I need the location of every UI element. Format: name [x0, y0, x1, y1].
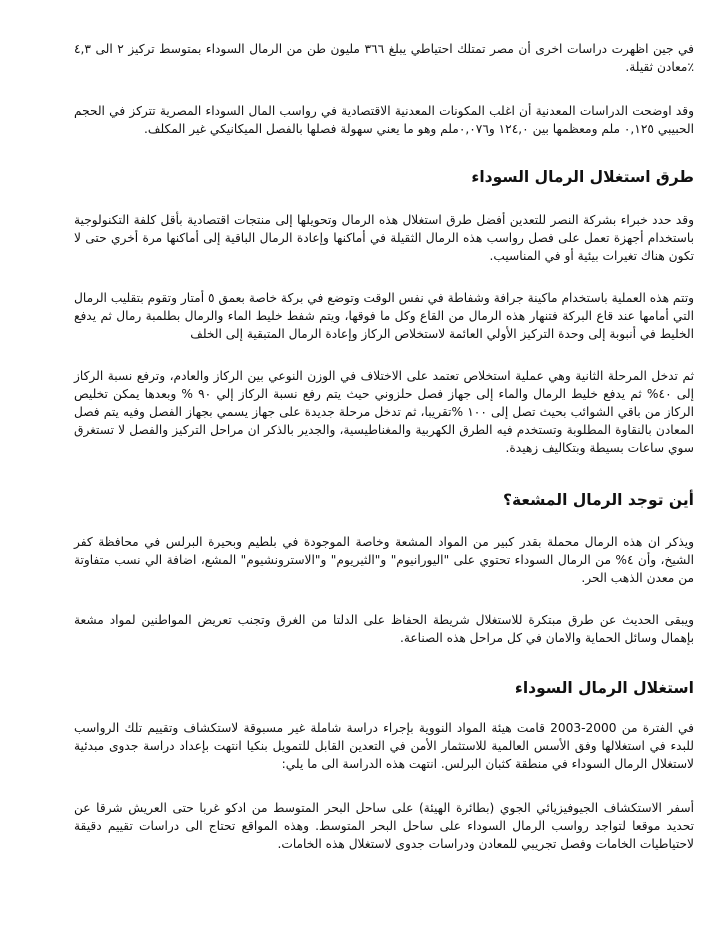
paragraph-egypt-reserves: في جين اظهرت دراسات اخرى أن مصر تمتلك احتياطي يبلغ ٣٦٦ مليون طن من الرمال السوداء بمتوسط تركيز ٢ الى ٤,٣ ٪معادن ثقيلة.	[74, 42, 694, 74]
paragraph-radioactive-content: ويذكر ان هذه الرمال محملة بقدر كبير من المواد المشعة وخاصة الموجودة في بلطيم وبحيرة البرلس في محافظة كفر الشيخ، وأن ٤% من الرمال السوداء تحتوي على "اليورانيوم" و"الثيريوم" و"الاسترونشيوم" المشع، اضافة الي نسب متفاوتة من معدن الذهب الحر.	[74, 535, 695, 585]
article-page	[74, 40, 694, 853]
paragraph-concentration-stages: ثم تدخل المرحلة الثانية وهي عملية استخلاص تعتمد على الاختلاف في الوزن النوعي بين الركاز والعادم، وترفع نسبة الركاز إلى ٤٠% ثم يدفع خليط الرمال والماء إلى جهاز فصل حلزوني حيث يتم رفع نسبة الركاز إلي ٩٠ % وبعدها يمكن تخليص الركاز من باقي الشوائب بحيث تصل إلى ١٠٠ %تقريبا، ثم تدخل مرحلة جديدة على جهاز يسمي بجهاز الفصل وفيه يتم فصل المعادن بالنقاوة المطلوبة وتستخدم فيه الطرق الكهربية والمغناطيسية، والجدير بالذكر ان مراحل التركيز والفصل لا تستغرق سوي ساعات بسيطة وبتكاليف زهيدة.	[74, 369, 695, 455]
heading-exploitation-methods: طرق استغلال الرمال السوداء	[471, 168, 694, 186]
paragraph-mineral-grain-size: وقد اوضحت الدراسات المعدنية أن اغلب المكونات المعدنية الاقتصادية في رواسب المال السوداء المصرية تتركز في الحجم الحبيبي ٠,١٢٥ ملم ومعظمها بين ١٢٤,٠ و٠,٠٧٦ملم وهو ما يعني سهولة فصلها بالفصل الميكانيكي غير المكلف.	[74, 104, 694, 136]
heading-radioactive-sands-location: أين توجد الرمال المشعة؟	[502, 491, 694, 509]
paragraph-airborne-survey: أسفر الاستكشاف الجيوفيزيائي الجوي (بطائرة الهيئة) على ساحل البحر المتوسط من ادكو غربا حتى العريش شرقا عن تحديد موقعا لتواجد رواسب الرمال السوداء على ساحل البحر المتوسط. وهذه المواقع تحتاج الى دراسات تقييم دقيقة لاحتياطيات الخامات وفصل تجريبي للمعادن ودراسات جدوى لاستغلال هذه الخامات.	[74, 801, 694, 851]
paragraph-nasr-company-experts: وقد حدد خبراء بشركة النصر للتعدين أفضل طرق استغلال هذه الرمال وتحويلها إلى منتجات اقتصادية بأقل كلفة التكنولوجية باستخدام أجهزة تعمل على فصل رواسب هذه الرمال الثقيلة في أماكنها وإعادة الرمال الباقية إلى أماكنها مرة أخري حتى لا تكون هناك تغيرات بيئية أو في المناسيب.	[74, 213, 694, 263]
heading-black-sands-exploitation: استغلال الرمال السوداء	[514, 679, 694, 697]
paragraph-safe-exploitation: ويبقى الحديث عن طرق مبتكرة للاستغلال شريطة الحفاظ على الدلتا من الغرق وتجنب تعريض المواطنين لمواد مشعة بإهمال وسائل الحماية والامان في كل مراحل هذه الصناعة.	[74, 613, 694, 645]
paragraph-dredging-process: وتتم هذه العملية باستخدام ماكينة جرافة وشفاطة في نفس الوقت وتوضع في بركة خاصة بعمق ٥ أمتار وتقوم بتقليب الرمال التي أمامها عند قاع البركة فتنهار هذه الرمال من القاع وكل ما فوقها، ويتم شفط خليط الماء والرمال بطلمبة رمال ثم يدفع الخليط في أنبوبة إلى وحدة التركيز الأولي العائمة لاستخلاص الركاز وإعادة الرمال المتبقية إلى الخلف	[74, 291, 694, 341]
paragraph-nuclear-materials-study: في الفترة من 2000-2003 قامت هيئة المواد النووية بإجراء دراسة شاملة غير مسبوقة لاستكشاف وتقييم تلك الرواسب للبدء في استغلالها وفق الأسس العالمية للاستثمار الأمن في التعدين القابل للتمويل بنكيا انتهت بإعداد دراسة جدوى مبدئية لاستغلال الرمال السوداء في منطقة كثبان البرلس. انتهت هذه الدراسة الى ما يلي:	[74, 721, 694, 771]
